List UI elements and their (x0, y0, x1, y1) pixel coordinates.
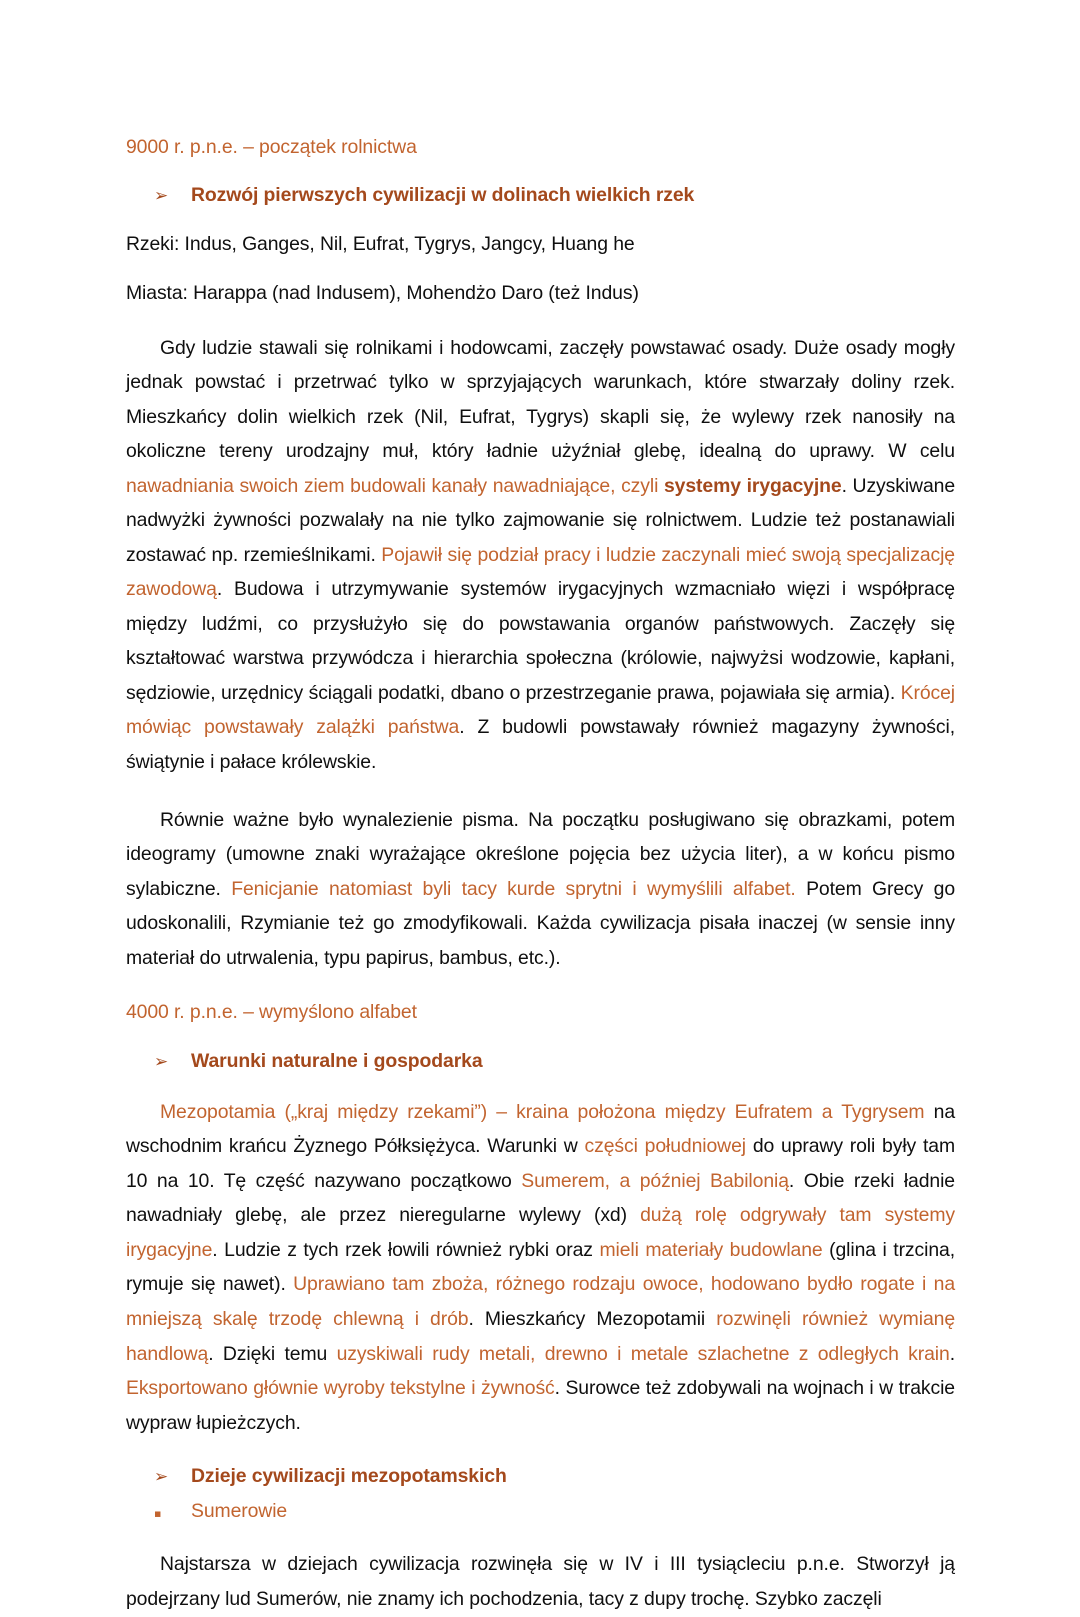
paragraph-mezopotamia (126, 1095, 955, 1440)
heading-sumerowie (126, 1498, 955, 1525)
text-run: . Z budowli powstawały również magazyny żywności, świątynie i pałace królewskie. (126, 716, 955, 773)
text-run-accent-bold: systemy irygacyjne (664, 474, 842, 497)
text-run: . Dzięki temu (208, 1342, 337, 1365)
text-run: do uprawy roli były tam 10 na 10. Tę część nazywano początkowo (126, 1135, 955, 1192)
heading-label: Rozwój pierwszych cywilizacji w dolinach wielkich rzek (191, 184, 695, 207)
heading-dzieje-cywilizacji-mezopotamskich (126, 1463, 955, 1490)
heading-label: Warunki naturalne i gospodarka (191, 1049, 483, 1072)
date-line-9000: 9000 r. p.n.e. – początek rolnictwa (126, 136, 417, 158)
text-run-accent: Eksportowano głównie wyroby tekstylne i żywność (126, 1377, 555, 1400)
text-run-accent: Sumerem, a później Babilonią (521, 1169, 789, 1192)
text-run-accent: Pojawił się podział pracy i ludzie zaczynali mieć swoją specjalizację zawodową (126, 543, 955, 601)
arrow-bullet-icon: ➢ (154, 1051, 169, 1072)
text-run: Równie ważne było wynalezienie pisma. Na początku posługiwano się obrazkami, potem ideogramy (umowne znaki wyrażające określone pojęcia bez użycia liter), a w końcu pismo sylabiczne. (126, 808, 955, 900)
text-run-accent: Krócej mówiąc powstawały zalążki państwa (126, 681, 955, 739)
paragraph-pismo (126, 803, 955, 976)
text-run: . (949, 1342, 955, 1365)
text-run: Gdy ludzie stawali się rolnikami i hodowcami, zaczęły powstawać osady. Duże osady mogły jednak powstać i przetrwać tylko w sprzyjających warunkach, które stwarzały doliny rzek. Mieszkańcy dolin wielkich rzek (Nil, Eufrat, Tygrys) skapli się, że wylewy rzek nanosiły na okoliczne tereny urodzajny muł, który ładnie użyźniał glebę, idealną do uprawy. W celu (126, 336, 955, 463)
text-run-accent: dużą rolę odgrywały tam systemy irygacyjne (126, 1204, 955, 1261)
text-run: Najstarsza w dziejach cywilizacja rozwinęła się w IV i III tysiącleciu p.n.e. Stworzył ją podejrzany lud Sumerów, nie znamy ich pochodzenia, tacy z dupy trochę. Szybko zaczęli (126, 1553, 955, 1610)
text-run-accent: rozwinęli również wymianę handlową (126, 1308, 955, 1365)
line-miasta: Miasta: Harappa (nad Indusem), Mohendżo Daro (też Indus) (126, 282, 639, 305)
text-run: na wschodnim krańcu Żyznego Półksiężyca. Warunki w (126, 1100, 956, 1158)
heading-label: Dzieje cywilizacji mezopotamskich (191, 1465, 507, 1488)
text-run-accent: Uprawiano tam zboża, różnego rodzaju owoce, hodowano bydło rogate i na mniejszą skalę trzodę chlewną i drób (126, 1273, 955, 1330)
arrow-bullet-icon: ➢ (154, 186, 169, 207)
heading-warunki-naturalne-i-gospodarka (126, 1048, 955, 1075)
text-run: . Obie rzeki ładnie nawadniały glebę, ale przez nieregularne wylewy (xd) (126, 1169, 955, 1227)
text-run: . Mieszkańcy Mezopotamii (468, 1308, 717, 1330)
square-bullet-icon: ▪ (154, 1507, 162, 1521)
arrow-bullet-icon: ➢ (154, 1467, 169, 1488)
text-run-accent: Mezopotamia („kraj między rzekami”) – kraina położona między Eufratem a Tygrysem (160, 1100, 925, 1123)
text-run: . Budowa i utrzymywanie systemów irygacyjnych wzmacniało więzi i współpracę między ludźmi, co przysłużyło się do powstawania organów państwowych. Zaczęły się kształtować warstwa przywódcza i hierarchia społeczna (królowie, najwyżsi wodzowie, kapłani, sędziowie, urzędnicy ściągali podatki, dbano o przestrzeganie prawa, pojawiała się armia). (126, 578, 955, 704)
text-run: (glina i trzcina, rymuje się nawet). (126, 1238, 955, 1296)
paragraph-osady (126, 331, 955, 780)
text-run: . Surowce też zdobywali na wojnach i w trakcie wypraw łupieżczych. (126, 1377, 955, 1434)
text-run: Potem Grecy go udoskonalili, Rzymianie też go zmodyfikowali. Każda cywilizacja pisała inaczej (w sensie inny materiał do utrwalenia, typu papirus, bambus, etc.). (126, 877, 955, 969)
heading-label: Sumerowie (191, 1500, 288, 1523)
text-run: . Uzyskiwane nadwyżki żywności pozwalały na nie tylko zajmowanie się rolnictwem. Ludzie też postanawiali zostawać np. rzemieślnikami. (126, 474, 956, 566)
text-run-accent: Fenicjanie natomiast byli tacy kurde sprytni i wymyślili alfabet. (231, 877, 796, 900)
text-run: . Ludzie z tych rzek łowili również rybki oraz (212, 1238, 600, 1261)
text-run-accent: nawadniania swoich ziem budowali kanały nawadniające, czyli (126, 474, 664, 497)
text-run-accent: uzyskiwali rudy metali, drewno i metale szlachetne z odległych krain (336, 1342, 950, 1365)
heading-rozwoj-pierwszych-cywilizacji (126, 182, 955, 209)
paragraph-sumerowie (126, 1547, 955, 1616)
text-run-accent: części południowej (584, 1135, 746, 1158)
line-rzeki: Rzeki: Indus, Ganges, Nil, Eufrat, Tygrys, Jangcy, Huang he (126, 232, 635, 255)
text-run-accent: mieli materiały budowlane (599, 1238, 823, 1261)
date-line-4000: 4000 r. p.n.e. – wymyślono alfabet (126, 1001, 417, 1024)
